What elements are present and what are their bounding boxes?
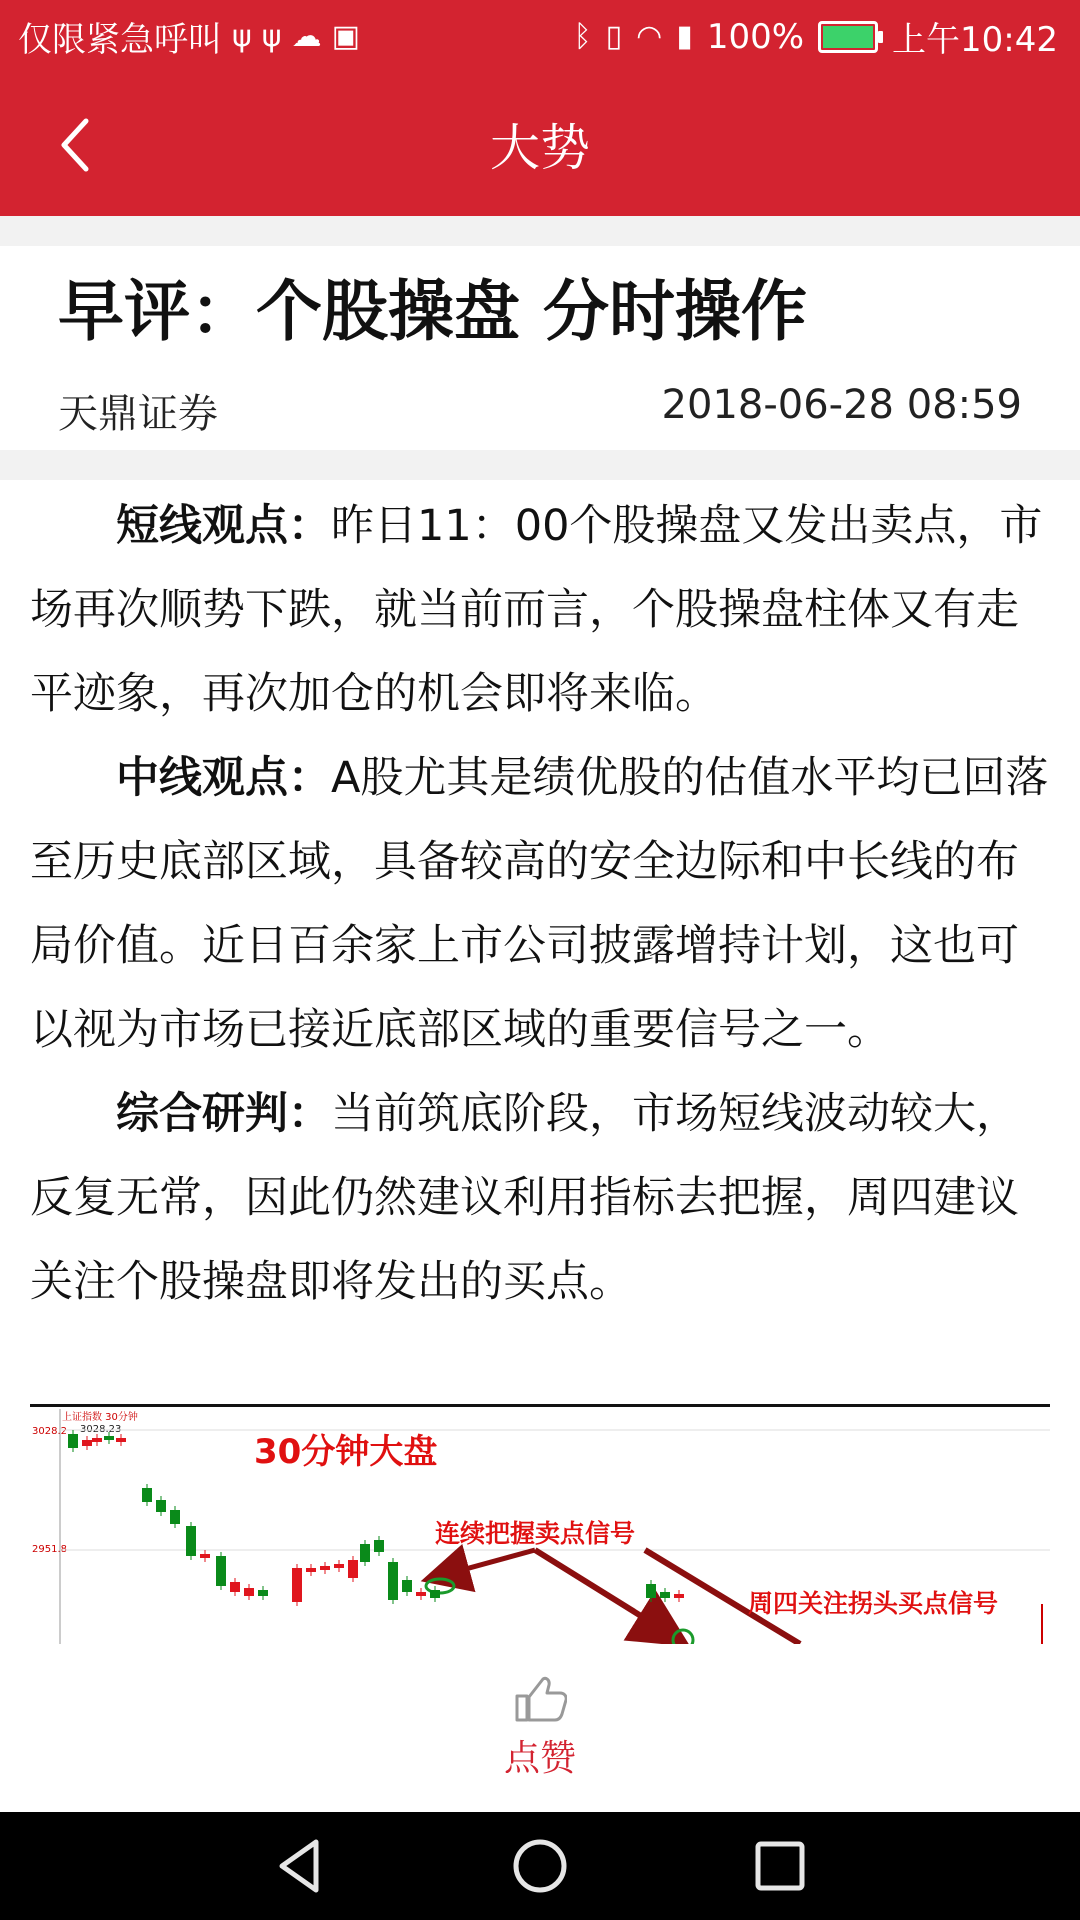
like-button[interactable] [0, 1676, 1080, 1781]
page-title: 大势 [490, 119, 590, 177]
status-left [18, 12, 360, 61]
divider [0, 450, 1080, 480]
candle [388, 1562, 398, 1600]
candle [348, 1560, 358, 1578]
chart-annotation-sell: 连续把握卖点信号 [435, 1519, 636, 1548]
candle [334, 1564, 344, 1568]
candle [104, 1436, 114, 1440]
candle [660, 1592, 670, 1598]
candle [216, 1556, 226, 1586]
usb-icon: ψ [232, 18, 252, 54]
cloud-icon: ☁ [291, 18, 322, 54]
bluetooth-icon: ᛒ [573, 18, 592, 54]
carrier-text: 仅限紧急呼叫 [18, 20, 222, 60]
candle [68, 1434, 78, 1448]
paragraph-text: A股尤其是绩优股的估值水平均已回落至历史底部区域，具备较高的安全边际和中长线的布局价值。近日百余家上市公司披露增持计划，这也可以视为市场已接近底部区域的重要信号之一。 [30, 753, 1049, 1055]
candle [230, 1582, 240, 1592]
candle [244, 1588, 254, 1596]
chart-annotation-main: 30分钟大盘 [254, 1432, 438, 1472]
app-bar [0, 74, 1080, 216]
usb-debug-icon: ψ [261, 18, 282, 54]
candle [402, 1580, 412, 1592]
candle [646, 1584, 656, 1598]
system-navigation-bar [0, 1812, 1080, 1920]
candle [306, 1568, 316, 1572]
status-right [574, 12, 1058, 61]
candle [416, 1592, 426, 1596]
wifi-icon: ◠ [636, 18, 663, 54]
huawei-icon: ▣ [331, 18, 360, 54]
like-label: 点赞 [503, 1738, 576, 1779]
chart-annotation-buy: 周四关注拐头买点信号 [748, 1589, 999, 1618]
clock: 上午10:42 [892, 20, 1058, 60]
candle [292, 1568, 302, 1602]
candle [92, 1438, 102, 1442]
nav-home-icon[interactable] [508, 1834, 572, 1898]
paragraph-text: 昨日11：00个股操盘又发出卖点，市场再次顺势下跌，就当前而言，个股操盘柱体又有走平迹象，再次加仓的机会即将来临。 [30, 501, 1043, 719]
nav-recents-icon[interactable] [748, 1834, 812, 1898]
article-datetime: 2018-06-28 08:59 [661, 382, 1022, 428]
battery-icon [818, 21, 878, 53]
candle [674, 1594, 684, 1598]
candle [116, 1438, 126, 1442]
sim-alert-icon: ▮ [676, 18, 693, 54]
nav-back-icon[interactable] [268, 1834, 332, 1898]
candle [186, 1526, 196, 1556]
paragraph-lead: 中线观点： [116, 753, 331, 803]
paragraph-lead: 短线观点： [116, 501, 331, 551]
paragraph-lead: 综合研判： [116, 1089, 331, 1139]
chart-y-label: 2951.8 [32, 1544, 67, 1555]
chart-y-label: 3028.2 [32, 1426, 67, 1437]
candle [430, 1590, 440, 1598]
candle [170, 1510, 180, 1524]
paragraph-summary [30, 1072, 1050, 1324]
status-bar [0, 0, 1080, 74]
paragraph-text: 当前筑底阶段，市场短线波动较大，反复无常，因此仍然建议利用指标去把握，周四建议关注个股操盘即将发出的买点。 [30, 1089, 1019, 1307]
candle [320, 1566, 330, 1570]
article-source: 天鼎证券 [58, 391, 218, 437]
candle [258, 1590, 268, 1596]
paragraph-short-term [30, 484, 1050, 736]
article-body [30, 484, 1050, 1324]
battery-percent: 100% [706, 16, 805, 57]
paragraph-mid-term [30, 736, 1050, 1072]
thumbs-up-icon [513, 1676, 567, 1724]
candle [200, 1554, 210, 1558]
article-chart-image [30, 1404, 1050, 1644]
chart-price-tag: 3028.23 [80, 1424, 122, 1435]
vibrate-icon: ▯ [605, 18, 623, 54]
candle [142, 1488, 152, 1502]
candle [360, 1544, 370, 1562]
candle [374, 1540, 384, 1552]
article-title: 早评：个股操盘 分时操作 [58, 273, 807, 350]
divider [0, 216, 1080, 246]
candle [156, 1500, 166, 1512]
chart-header: 上证指数 30分钟 [62, 1412, 138, 1423]
candle [82, 1440, 92, 1446]
